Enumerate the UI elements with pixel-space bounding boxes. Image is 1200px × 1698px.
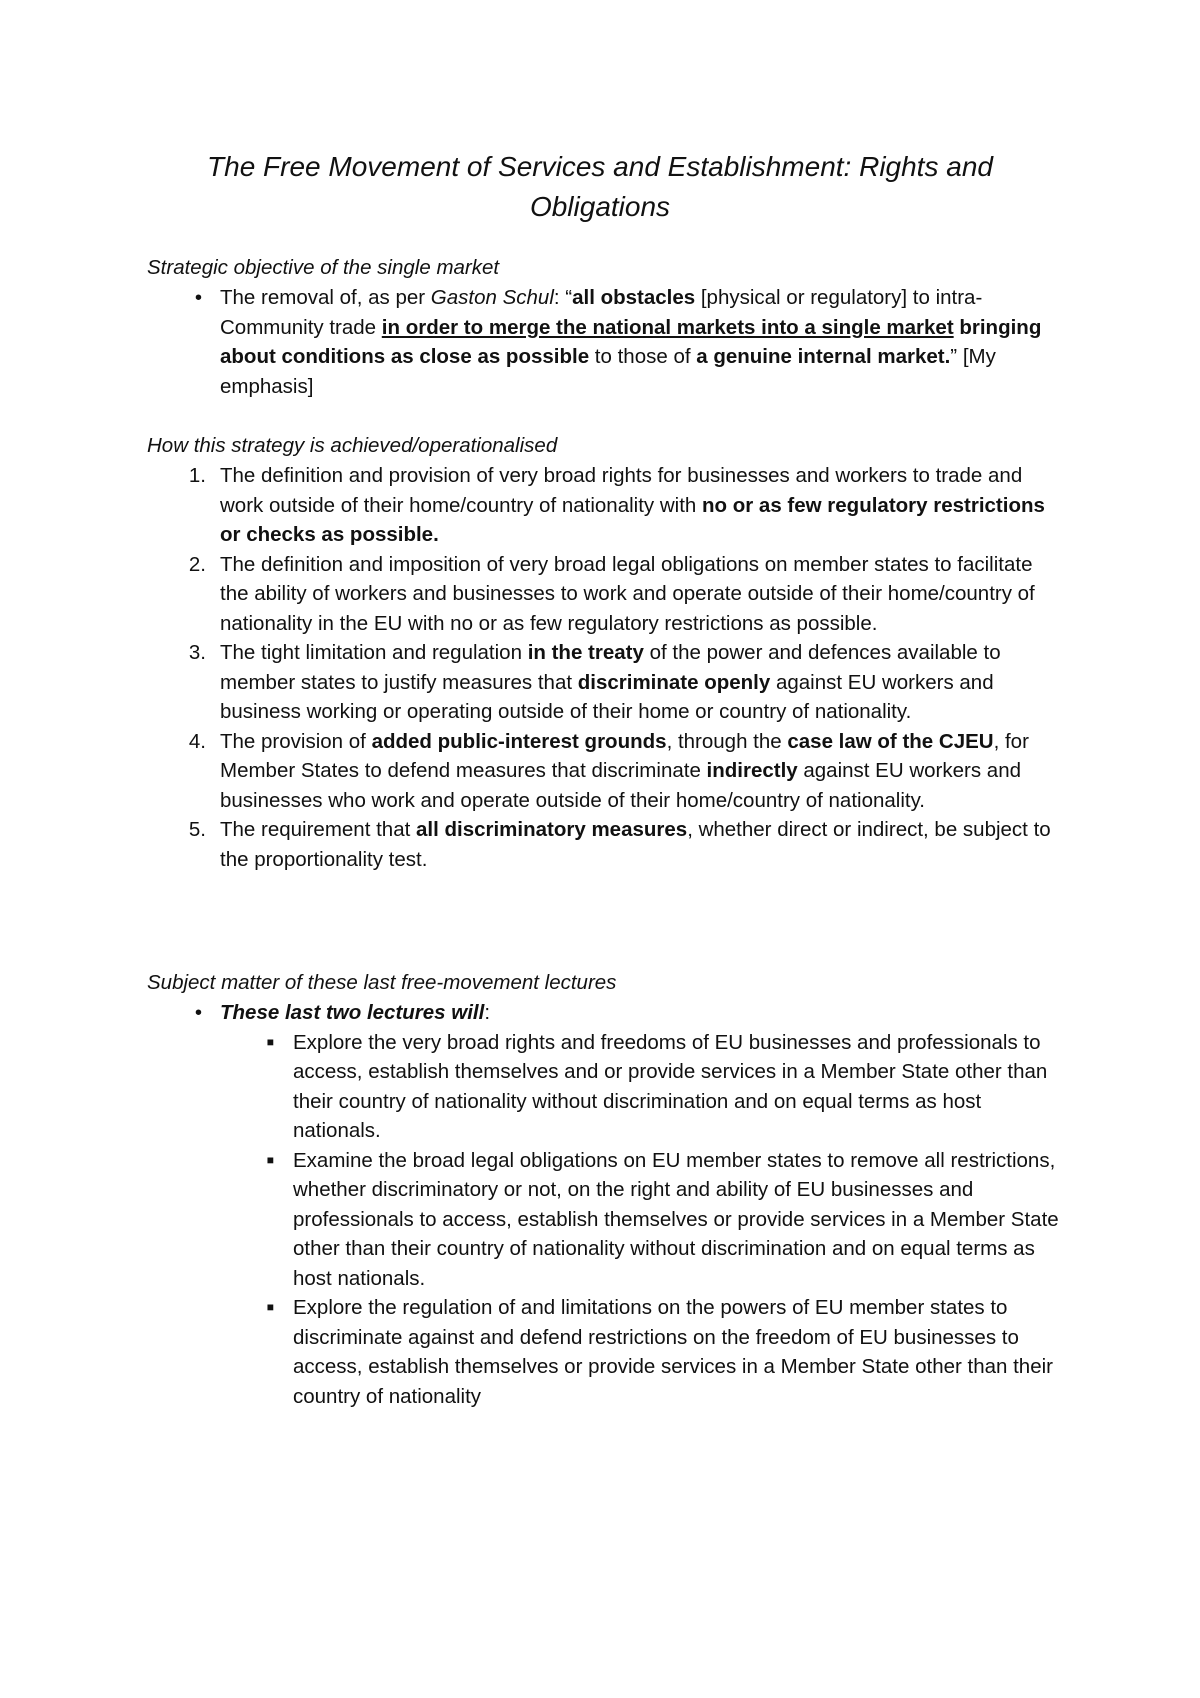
text-segment: , whether direct or indirect, be subject to the proportionality test.: [220, 818, 1051, 871]
list-item: [194, 998, 1060, 1028]
square-bullet-icon: ■: [266, 1152, 274, 1167]
emphasis: added public-interest grounds: [371, 729, 667, 753]
subject-matter-list: [194, 998, 1060, 1411]
text-segment: , for Member States to defend measures that discriminate: [220, 729, 1029, 782]
numbered-item-5: [188, 815, 1060, 874]
text-segment: Examine the broad legal obligations on EU member states to remove all restrictions, whether discriminatory or not, on the right and ability of EU businesses and professionals to access, establish themselves or provide services in a Member State other than their country of nationality without discrimination and on equal terms as host nationals.: [293, 1148, 1059, 1290]
numbered-item-1: [188, 461, 1060, 550]
text-segment: [physical or regulatory] to intra-Community trade: [220, 286, 983, 339]
text-segment: The provision of: [220, 729, 372, 753]
emphasis: case law of the CJEU: [787, 729, 994, 753]
text-segment: The definition and imposition of very broad legal obligations on member states to facilitate the ability of workers and businesses to work and operate outside of their home/country of nationality in the EU with no or as few regulatory restrictions as possible.: [220, 552, 1035, 635]
strategy-numbered-list: [188, 461, 1060, 874]
list-number: 4.: [188, 729, 206, 753]
text-segment: The definition and provision of very broad rights for businesses and workers to trade and work outside of their home/country of nationality with: [220, 464, 1023, 517]
numbered-item-4: [188, 727, 1060, 816]
emphasis-underlined: in order to merge the national markets into a single market: [381, 315, 954, 339]
text-segment: : “: [553, 286, 573, 309]
text-segment: Explore the regulation of and limitations on the powers of EU member states to discriminate against and defend restrictions on the freedom of EU businesses to access, establish themselves or provide services in a Member State other than their country of nationality: [293, 1296, 1053, 1408]
list-item: [194, 283, 1060, 401]
sub-list-item-3: [220, 1293, 1060, 1411]
square-bullet-icon: ■: [266, 1300, 274, 1314]
emphasis: no or as few regulatory restrictions or checks as possible.: [220, 493, 1045, 546]
emphasis-intro: These last two lectures will: [220, 1001, 485, 1024]
emphasis: all obstacles: [572, 286, 696, 309]
text-segment: The removal of, as per: [220, 286, 431, 309]
list-number: 3.: [188, 641, 206, 664]
text-segment: against EU workers and business working or operating outside of their home or country of nationality.: [220, 670, 994, 723]
bullet-icon: •: [194, 286, 202, 309]
emphasis: as possible: [477, 345, 590, 368]
emphasis: all discriminatory measures: [416, 818, 688, 841]
square-bullet-icon: ■: [266, 1034, 274, 1049]
list-number: 1.: [188, 464, 206, 487]
text-segment: The tight limitation and regulation: [220, 641, 528, 664]
sub-list-item-2: [220, 1146, 1060, 1294]
section-heading-strategic-objective: Strategic objective of the single market: [147, 256, 500, 279]
text-segment: of the power and defences available to member states to justify measures that: [220, 641, 1001, 694]
case-name: Gaston Schul: [430, 286, 554, 309]
list-number: 2.: [188, 552, 206, 576]
text-segment: ” [My emphasis]: [220, 345, 996, 398]
text-segment: against EU workers and businesses who work and operate outside of their home/country of nationality.: [220, 759, 1022, 812]
emphasis: in the treaty: [527, 641, 644, 664]
text-segment: to those of: [589, 345, 697, 368]
list-number: 5.: [188, 818, 206, 841]
numbered-item-3: [188, 638, 1060, 727]
text-segment: Explore the very broad rights and freedoms of EU businesses and professionals to access, establish themselves and or provide services in a Member State other than their country of nationality without discrimination and on equal terms as host nationals.: [293, 1030, 1048, 1142]
section-heading-strategy-achieved: How this strategy is achieved/operationalised: [147, 434, 558, 457]
text-segment: , through the: [666, 729, 788, 753]
section-heading-subject-matter: Subject matter of these last free-movement lectures: [147, 971, 617, 994]
numbered-item-2: [188, 550, 1060, 639]
emphasis: a genuine internal market.: [696, 345, 951, 368]
document-title: The Free Movement of Services and Establishment: Rights and Obligations: [207, 151, 993, 222]
bullet-icon: •: [194, 1001, 202, 1024]
emphasis: indirectly: [706, 759, 798, 782]
text-segment: The requirement that: [220, 818, 416, 841]
sub-list-item-1: [220, 1028, 1060, 1146]
strategic-objective-list: [194, 283, 1060, 401]
emphasis: bringing about conditions as close: [220, 315, 1042, 368]
text-segment: :: [484, 1001, 491, 1024]
emphasis: discriminate openly: [577, 670, 771, 694]
